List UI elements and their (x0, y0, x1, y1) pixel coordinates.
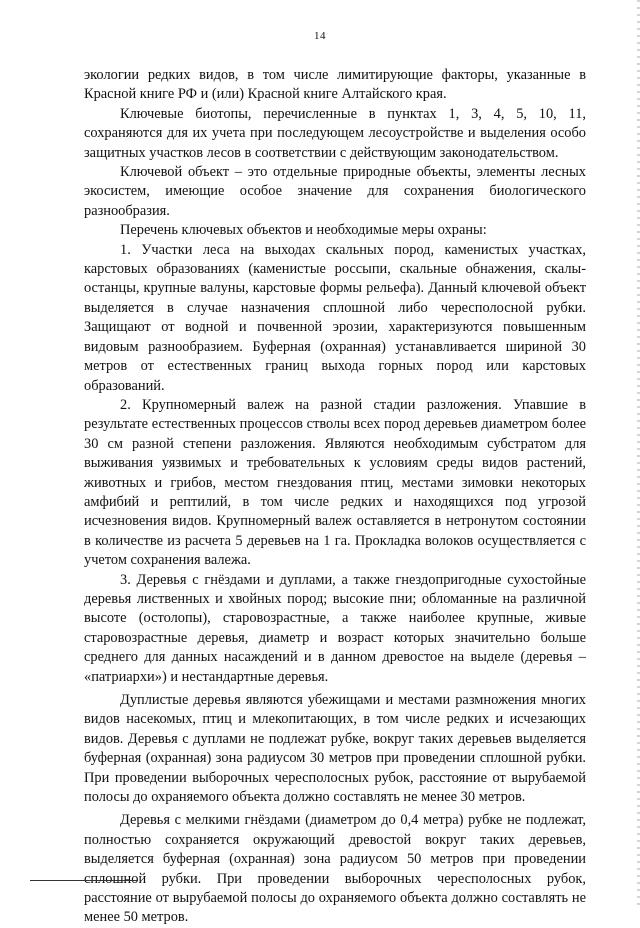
paragraph-small-nest-trees: Деревья с мелкими гнёздами (диаметром до 0,4 метра) рубке не подлежат, полностью сохраняется окружающий древостой вокруг таких деревьев, выделяется буферная (охранная) зона радиусом 50 метров при проведении сплошной рубки. При проведении выборочных чересполосных рубок, расстояние от вырубаемой полосы до охраняемого объекта должно составлять не менее 50 метров. (84, 812, 586, 926)
list-item-1-rock-outcrops: 1. Участки леса на выходах скальных пород, каменистых участках, карстовых образованиях (каменистые россыпи, скальные обнажения, скалы-останцы, крупные валуны, карстовые формы рельефа). Данный ключевой объект выделяется в случае назначения сплошной либо чересполосной рубки. Защищают от водной и почвенной эрозии, характеризуются повышенным видовым разнообразием. Буферная (охранная) устанавливается шириной 30 метров от естественных границ выхода горных пород или карстовых образований. (84, 241, 586, 394)
footnote-separator (30, 880, 138, 881)
paragraph-hollow-trees: Дуплистые деревья являются убежищами и местами размножения многих видов насекомых, птиц и млекопитающих, в том числе редких и исчезающих видов. Деревья с дуплами не подлежат рубке, вокруг таких деревьев выделяется буферная (охранная) зона радиусом 30 метров при проведении сплошной рубки. При проведении выборочных чересполосных рубок, расстояние от вырубаемой полосы до охраняемого объекта должно составлять не менее 30 метров. (84, 692, 586, 806)
paragraph-continuation: экологии редких видов, в том числе лимитирующие факторы, указанные в Красной книге РФ и (или) Красной книге Алтайского края. (84, 67, 586, 103)
paragraph-key-object-definition: Ключевой объект – это отдельные природные объекты, элементы лесных экосистем, имеющие особое значение для сохранения биологического разнообразия. (84, 164, 586, 219)
paragraph-list-intro: Перечень ключевых объектов и необходимые меры охраны: (120, 222, 487, 239)
paragraph-key-biotopes: Ключевые биотопы, перечисленные в пунктах 1, 3, 4, 5, 10, 11, сохраняются для их учета при последующем лесоустройстве и выделения особо защитных участков лесов в соответствии с действующим законодательством. (84, 105, 586, 161)
document-body (84, 66, 586, 928)
list-item-2-large-deadwood: 2. Крупномерный валеж на разной стадии разложения. Упавшие в результате естественных процессов стволы всех пород деревьев диаметром более 30 см разной степени разложения. Являются необходимым субстратом для выживания уязвимых и требовательных к условиям среды видов растений, животных и грибов, местом гнездования птиц, местами зимовки некоторых амфибий и рептилий, в том числе редких и находящихся под угрозой исчезновения видов. Крупномерный валеж оставляется в нетронутом состоянии в количестве из расчета 5 деревьев на 1 га. Прокладка волоков осуществляется с учетом сохранения валежа. (84, 396, 586, 569)
page-number: 14 (314, 30, 326, 42)
list-item-3-nest-trees: 3. Деревья с гнёздами и дуплами, а также гнездопригодные сухостойные деревья лиственных и хвойных пород; высокие пни; обломанные на различной высоте (остолопы), старовозрастные, а также наиболее крупные, живые старовозрастные деревья, диаметр и возраст которых значительно больше среднего для данных насаждений и в данном древостое на выделе (деревья – «патриархи») и нестандартные деревья. (84, 571, 586, 685)
